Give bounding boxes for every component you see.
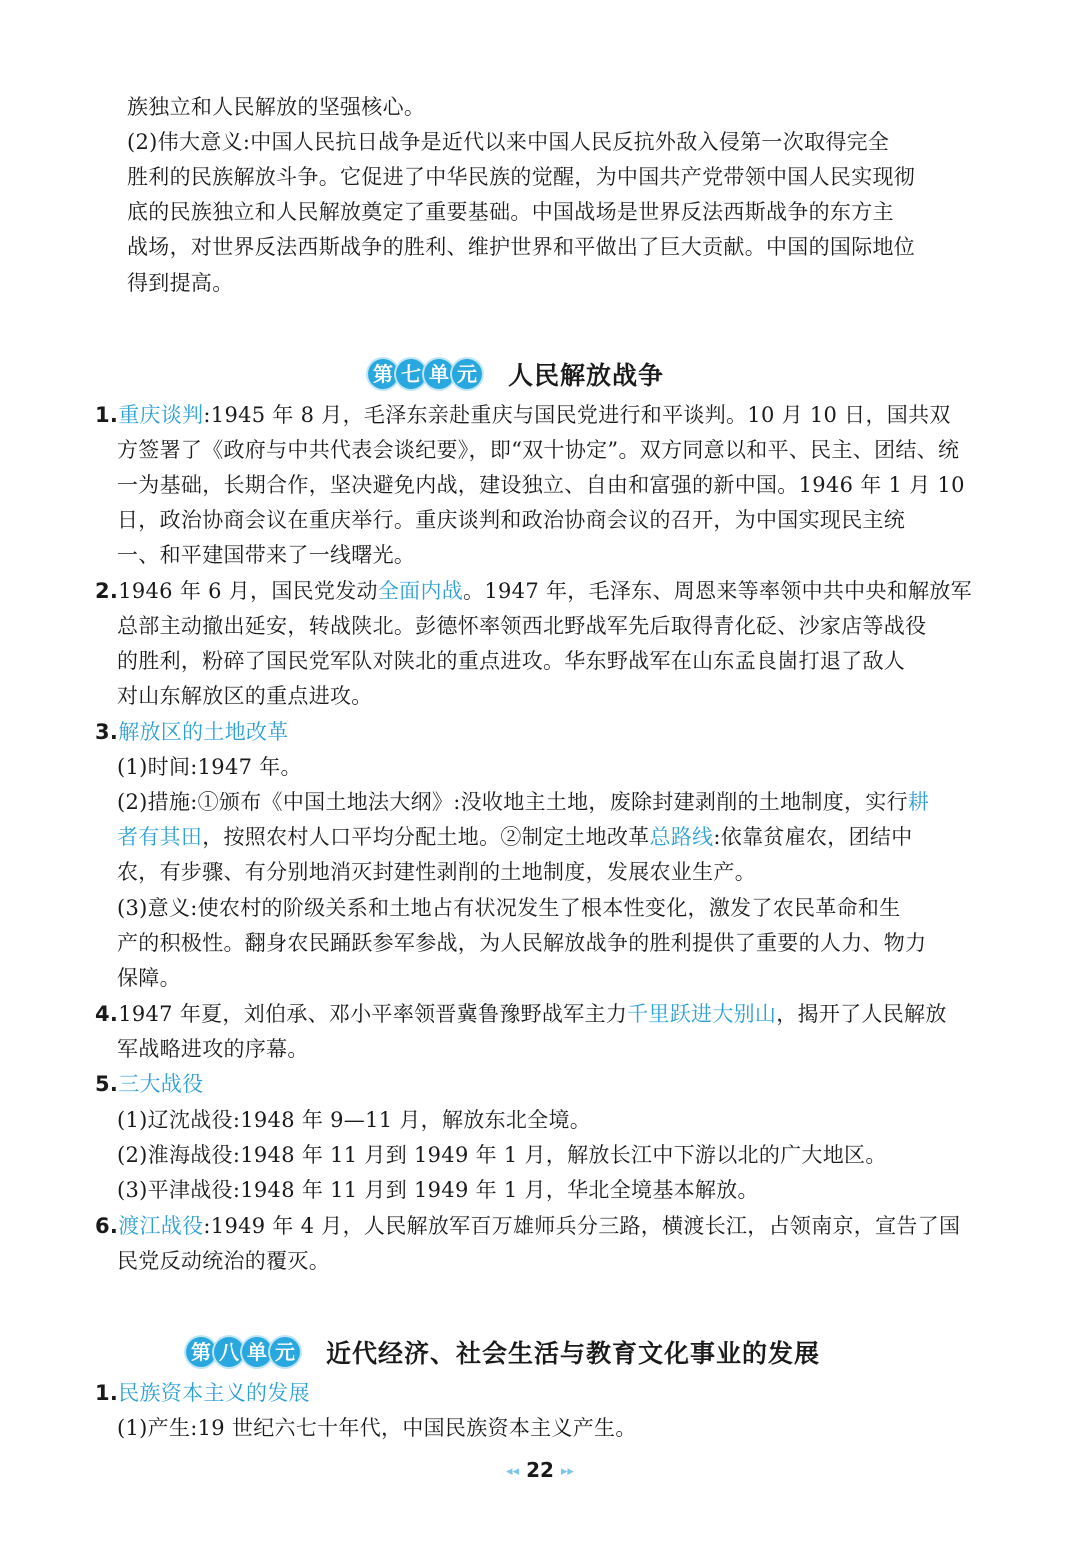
unit7-item5-point-1: (1)辽沈战役:1948 年 9—11 月，解放东北全境。 xyxy=(117,1108,592,1132)
intro-line-3: 胜利的民族解放斗争。它促进了中华民族的觉醒，为中国共产党带领中国人民实现彻 xyxy=(127,165,916,189)
badge-char: 元 xyxy=(452,359,482,389)
unit7-item5-heading xyxy=(95,1069,203,1099)
unit7-item2-line-2: 总部主动撤出延安，转战陕北。彭德怀率领西北野战军先后取得青化砭、沙家店等战役 xyxy=(117,614,927,638)
unit7-item4-line-2: 军战略进攻的序幕。 xyxy=(117,1037,309,1061)
prev-arrows-icon: ◂◂ xyxy=(506,1464,520,1479)
unit7-item3-point-2-line-3: 农，有步骤、有分别地消灭封建性剥削的土地制度，发展农业生产。 xyxy=(117,860,756,884)
badge-char: 单 xyxy=(242,1337,272,1367)
unit7-item3-point-3-line-2: 产的积极性。翻身农民踊跃参军参战，为人民解放战争的胜利提供了重要的人力、物力 xyxy=(117,931,927,955)
badge-char: 第 xyxy=(186,1337,216,1367)
item-text: (2)措施:①颁布《中国土地法大纲》:没收地主土地，废除封建剥削的土地制度，实行 xyxy=(117,790,908,814)
intro-line-4: 底的民族独立和人民解放奠定了重要基础。中国战场是世界反法西斯战争的东方主 xyxy=(127,200,894,224)
item-text: :1949 年 4 月，人民解放军百万雄师兵分三路，横渡长江，占领南京，宣告了国 xyxy=(203,1214,961,1238)
unit8-badge xyxy=(186,1337,298,1367)
unit7-item5-point-3: (3)平津战役:1948 年 11 月到 1949 年 1 月，华北全境基本解放。 xyxy=(117,1178,759,1202)
item-text: ，按照农村人口平均分配土地。②制定土地改革 xyxy=(202,825,650,849)
badge-char: 第 xyxy=(368,359,398,389)
unit7-item1-line-1 xyxy=(95,400,951,430)
item-text: 1947 年夏，刘伯承、邓小平率领晋冀鲁豫野战军主力 xyxy=(118,1002,628,1026)
unit7-item6-line-1 xyxy=(95,1211,960,1241)
unit7-item3-point-2-line-1 xyxy=(117,787,929,817)
unit7-item1-line-3: 一为基础，长期合作，坚决避免内战，建设独立、自由和富强的新中国。1946 年 1 月 10 xyxy=(117,473,965,497)
item-text: 1946 年 6 月，国民党发动 xyxy=(118,579,378,603)
unit7-item3-point-3-line-3: 保障。 xyxy=(117,966,181,990)
unit7-item2-line-3: 的胜利，粉碎了国民党军队对陕北的重点进攻。华东野战军在山东孟良崮打退了敌人 xyxy=(117,649,906,673)
unit8-item1-point-1: (1)产生:19 世纪六七十年代，中国民族资本主义产生。 xyxy=(117,1416,637,1440)
unit7-item4-line-1 xyxy=(95,999,947,1029)
key-term: 三大战役 xyxy=(118,1072,204,1096)
unit7-heading xyxy=(368,356,664,392)
badge-char: 八 xyxy=(214,1337,244,1367)
intro-line-2: (2)伟大意义:中国人民抗日战争是近代以来中国人民反抗外敌入侵第一次取得完全 xyxy=(127,130,890,154)
item-number: 6. xyxy=(95,1214,119,1238)
unit7-item2-line-1 xyxy=(95,576,972,606)
badge-char: 单 xyxy=(424,359,454,389)
unit7-title: 人民解放战争 xyxy=(508,361,665,390)
unit7-item5-point-2: (2)淮海战役:1948 年 11 月到 1949 年 1 月，解放长江中下游以北的广大地区。 xyxy=(117,1143,887,1167)
item-text: 。1947 年，毛泽东、周恩来等率领中共中央和解放军 xyxy=(463,579,972,603)
badge-char: 元 xyxy=(270,1337,300,1367)
item-number: 3. xyxy=(95,720,119,744)
item-text: ，揭开了人民解放 xyxy=(776,1002,947,1026)
item-number: 2. xyxy=(95,579,119,603)
intro-line-5: 战场，对世界反法西斯战争的胜利、维护世界和平做出了巨大贡献。中国的国际地位 xyxy=(127,235,916,259)
key-term: 重庆谈判 xyxy=(118,403,204,427)
key-term: 解放区的土地改革 xyxy=(118,720,289,744)
unit7-item3-point-2-line-2 xyxy=(117,822,913,852)
intro-line-1: 族独立和人民解放的坚强核心。 xyxy=(127,95,426,119)
unit7-item6-line-2: 民党反动统治的覆灭。 xyxy=(117,1249,330,1273)
unit7-item3-heading xyxy=(95,717,289,747)
unit7-item3-point-3-line-1: (3)意义:使农村的阶级关系和土地占有状况发生了根本性变化，激发了农民革命和生 xyxy=(117,896,901,920)
page-number xyxy=(0,1458,1080,1482)
item-text: :依靠贫雇农，团结中 xyxy=(713,825,913,849)
page-number-text: 22 xyxy=(526,1458,554,1482)
next-arrows-icon: ▸▸ xyxy=(560,1464,574,1479)
unit7-badge xyxy=(368,359,480,389)
badge-char: 七 xyxy=(396,359,426,389)
key-term: 耕 xyxy=(907,790,930,814)
unit7-item1-line-2: 方签署了《政府与中共代表会谈纪要》，即“双十协定”。双方同意以和平、民主、团结、统 xyxy=(117,438,960,462)
unit8-item1-heading xyxy=(95,1378,310,1408)
key-term: 总路线 xyxy=(649,825,714,849)
key-term: 千里跃进大别山 xyxy=(627,1002,777,1026)
item-number: 4. xyxy=(95,1002,119,1026)
key-term: 民族资本主义的发展 xyxy=(118,1381,310,1405)
key-term: 全面内战 xyxy=(377,579,464,603)
unit7-item2-line-4: 对山东解放区的重点进攻。 xyxy=(117,684,373,708)
unit8-heading xyxy=(186,1334,820,1370)
item-number: 1. xyxy=(95,403,119,427)
unit8-title: 近代经济、社会生活与教育文化事业的发展 xyxy=(326,1339,821,1368)
unit7-item1-line-4: 日，政治协商会议在重庆举行。重庆谈判和政治协商会议的召开，为中国实现民主统 xyxy=(117,508,906,532)
item-number: 5. xyxy=(95,1072,119,1096)
unit7-item3-point-1: (1)时间:1947 年。 xyxy=(117,755,302,779)
item-text: :1945 年 8 月，毛泽东亲赴重庆与国民党进行和平谈判。10 月 10 日，国共双 xyxy=(203,403,951,427)
unit7-item1-line-5: 一、和平建国带来了一线曙光。 xyxy=(117,543,416,567)
item-number: 1. xyxy=(95,1381,119,1405)
key-term: 渡江战役 xyxy=(118,1214,204,1238)
intro-line-6: 得到提高。 xyxy=(127,271,234,295)
key-term: 者有其田 xyxy=(117,825,203,849)
